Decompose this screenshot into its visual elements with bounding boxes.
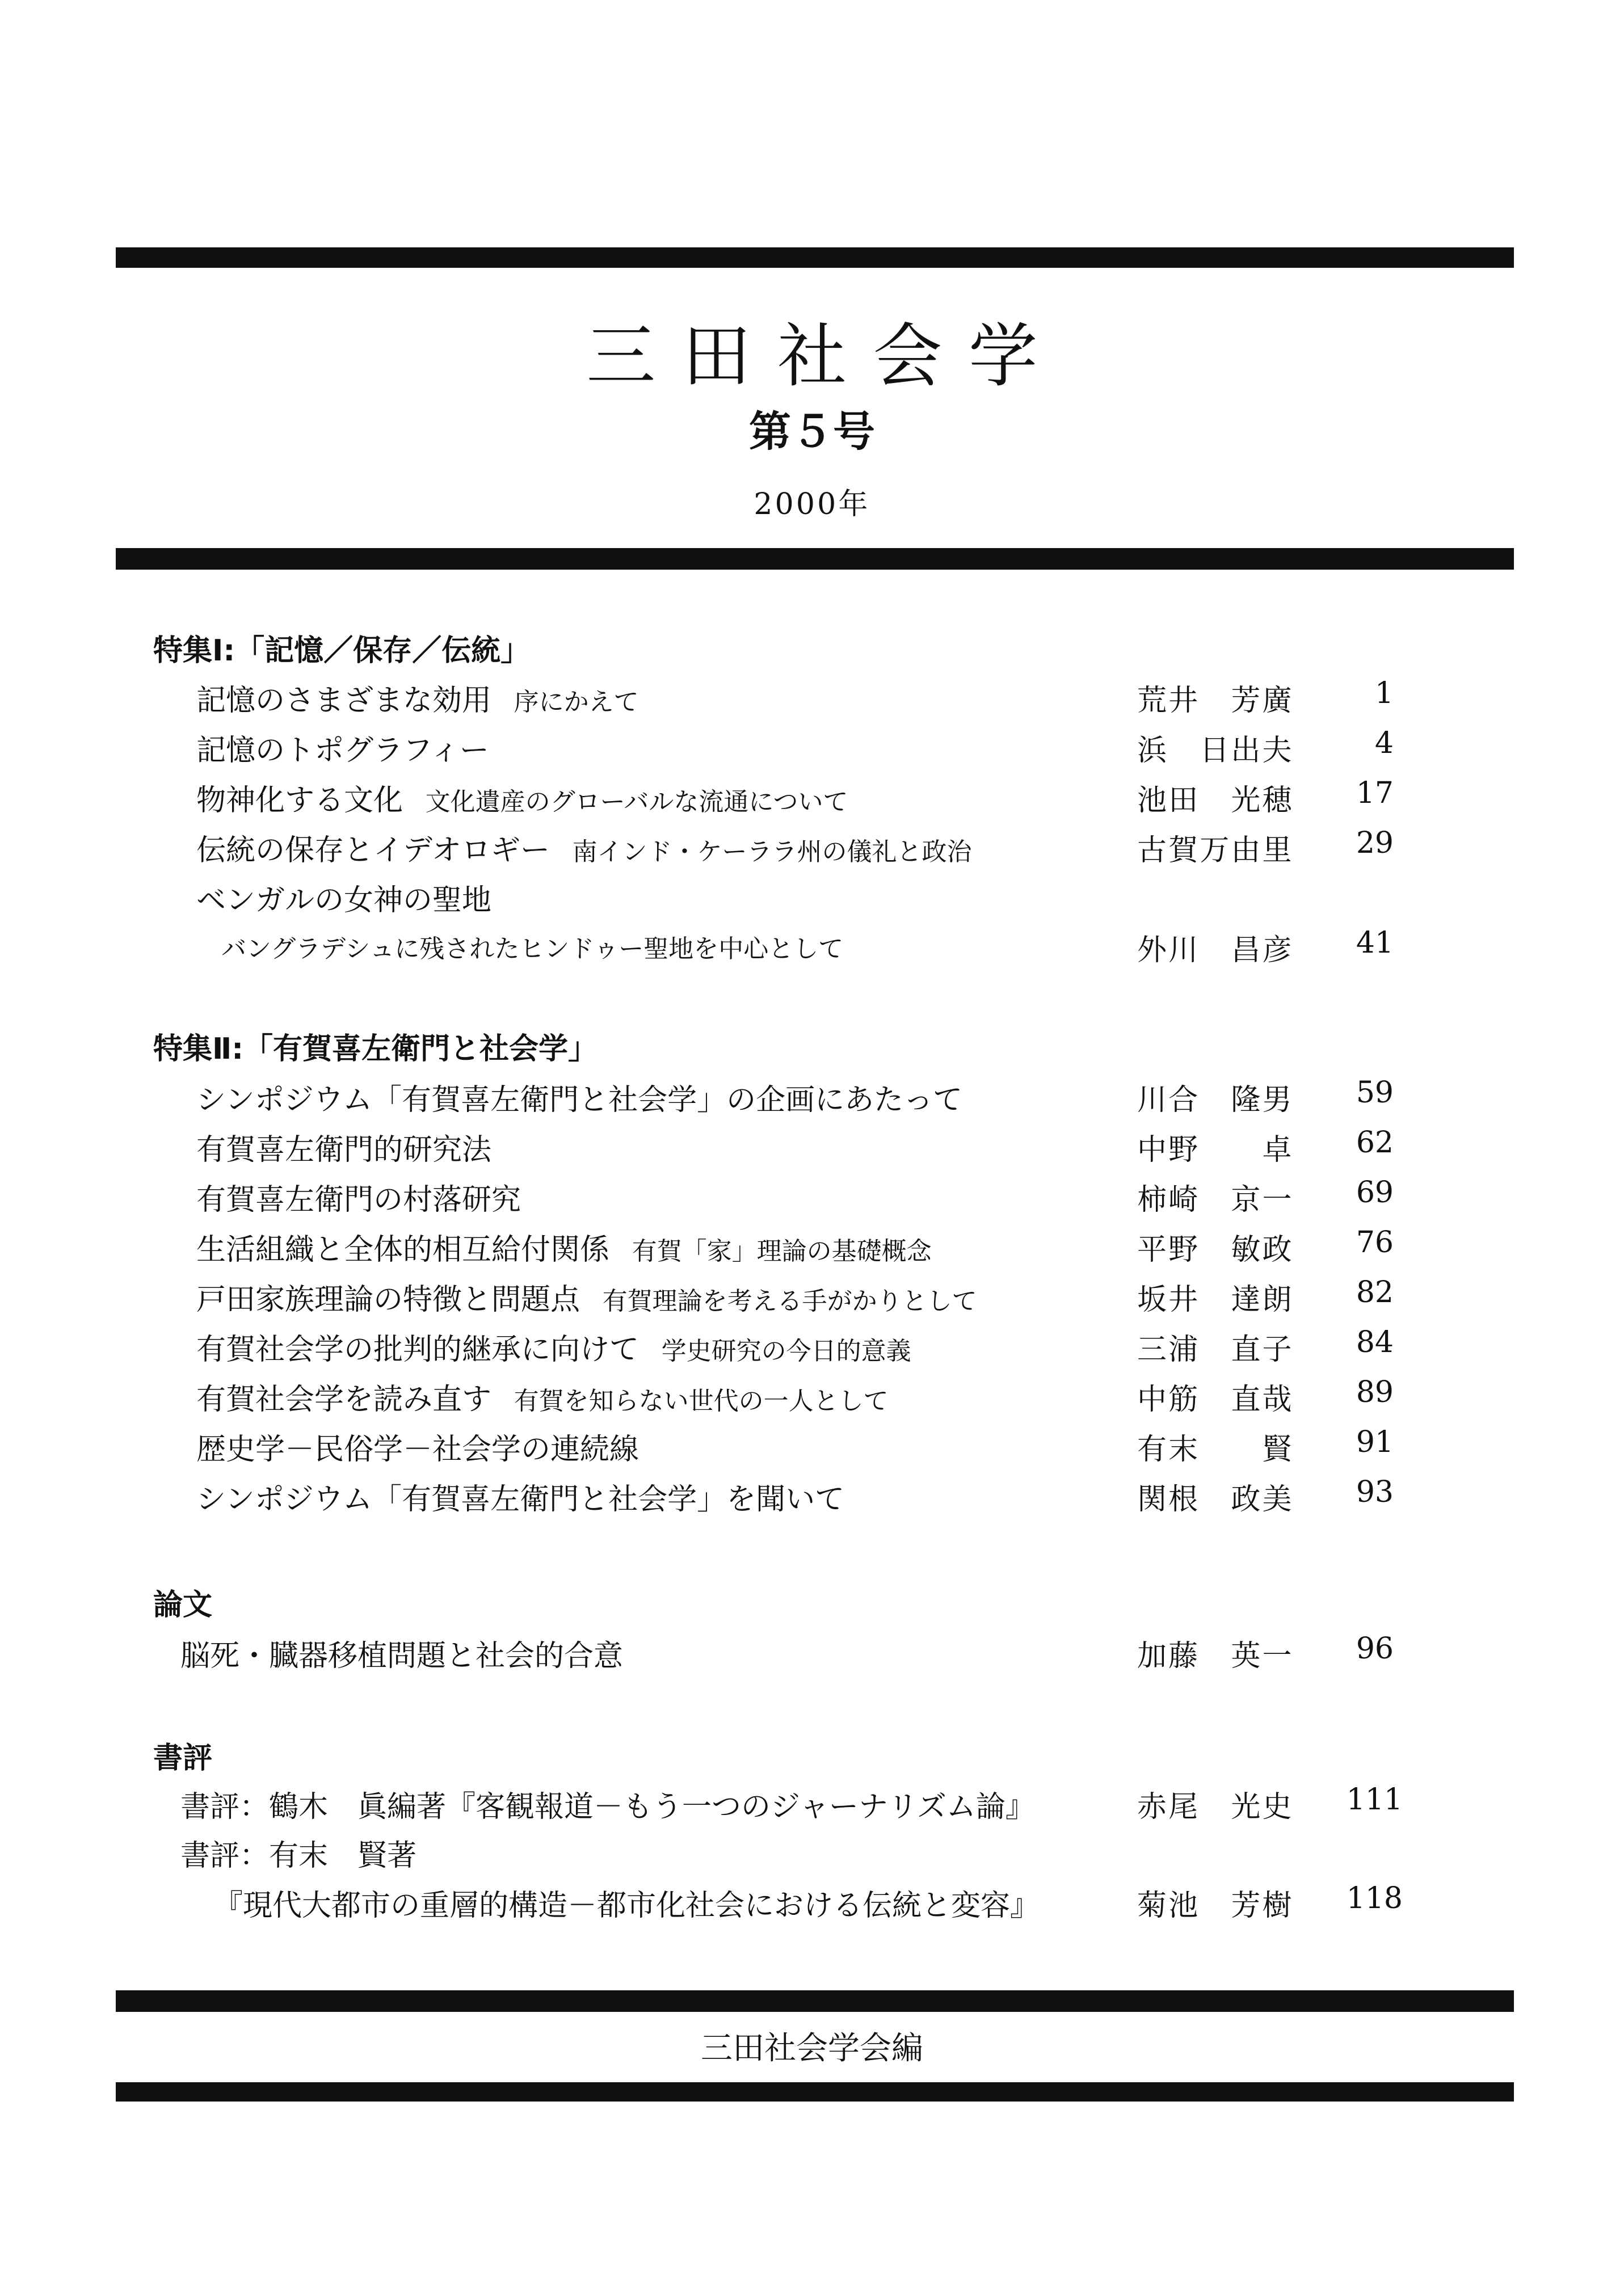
entry-author: 柿崎 京一: [1137, 1183, 1294, 1217]
entry-page: 29: [1356, 826, 1394, 860]
entry-author: 中筋 直哉: [1137, 1383, 1294, 1417]
toc-entry[interactable]: [196, 1275, 977, 1318]
toc-entry[interactable]: [196, 1176, 521, 1218]
entry-page: 4: [1374, 726, 1394, 760]
entry-title: 書評：有末 賢著: [180, 1839, 417, 1873]
entry-page: 41: [1356, 926, 1394, 960]
entry-title: 記憶のさまざまな効用: [196, 684, 492, 718]
entry-author: 加藤 英一: [1137, 1639, 1294, 1673]
toc-entry[interactable]: [196, 676, 639, 719]
entry-page: 82: [1356, 1275, 1394, 1309]
entry-page: 84: [1356, 1325, 1394, 1359]
entry-page: 91: [1356, 1425, 1394, 1459]
entry-title: 有賀喜左衛門的研究法: [196, 1133, 492, 1167]
toc-entry[interactable]: [213, 1881, 1040, 1924]
entry-page: 62: [1356, 1126, 1394, 1160]
toc-entry[interactable]: [196, 1375, 889, 1418]
entry-title: 有賀社会学の批判的継承に向けて: [196, 1333, 639, 1367]
entry-title: 『現代大都市の重層的構造－都市化社会における伝統と変容』: [213, 1889, 1040, 1923]
entry-author: 関根 政美: [1137, 1483, 1294, 1517]
entry-subtitle: 文化遺産のグローバルな流通について: [425, 788, 848, 816]
entry-title: 脳死・臓器移植問題と社会的合意: [180, 1639, 624, 1673]
entry-subtitle: 学史研究の今日的意義: [661, 1337, 911, 1366]
publisher-name: 三田社会学会編: [701, 2030, 923, 2067]
section-heading-reviews: 書評: [153, 1741, 213, 1775]
entry-title: 書評：鶴木 眞編著『客観報道－もう一つのジャーナリズム論』: [180, 1790, 1035, 1824]
entry-title: シンポジウム「有賀喜左衛門と社会学」の企画にあたって: [196, 1083, 963, 1117]
entry-title: 有賀喜左衛門の村落研究: [196, 1183, 521, 1217]
toc-entry[interactable]: [180, 1783, 1035, 1825]
entry-page: 17: [1356, 776, 1394, 810]
toc-entry[interactable]: [196, 1325, 911, 1368]
entry-page: 1: [1374, 676, 1394, 710]
toc-entry[interactable]: [196, 826, 972, 869]
entry-title: 有賀社会学を読み直す: [196, 1383, 492, 1417]
entry-author: 外川 昌彦: [1137, 933, 1294, 967]
entry-author: 三浦 直子: [1137, 1333, 1294, 1367]
entry-author: 赤尾 光史: [1137, 1790, 1294, 1824]
entry-page: 69: [1356, 1176, 1394, 1210]
entry-subtitle: 有賀理論を考える手がかりとして: [602, 1287, 977, 1316]
toc-entry[interactable]: [196, 726, 489, 769]
entry-page: 93: [1356, 1475, 1394, 1509]
toc-entry[interactable]: [196, 1076, 962, 1118]
entry-page: 59: [1356, 1076, 1394, 1110]
entry-title: 歴史学－民俗学－社会学の連続線: [196, 1433, 639, 1467]
entry-author: 川合 隆男: [1137, 1083, 1294, 1117]
footer-bottom-rule: [116, 2082, 1514, 2102]
footer-top-rule: [116, 1990, 1514, 2012]
entry-subtitle: 序にかえて: [514, 688, 639, 717]
entry-page: 111: [1346, 1783, 1403, 1817]
journal-title: 三田社会学: [586, 316, 1065, 397]
entry-author: 坂井 達朗: [1137, 1283, 1294, 1317]
toc-entry[interactable]: [180, 1632, 623, 1674]
entry-title: 生活組織と全体的相互給付関係: [196, 1233, 610, 1267]
entry-page: 89: [1356, 1375, 1394, 1409]
entry-page: 118: [1346, 1881, 1403, 1915]
entry-title: ベンガルの女神の聖地: [196, 883, 492, 917]
entry-author: 有末 賢: [1137, 1433, 1294, 1467]
entry-subtitle: 有賀を知らない世代の一人として: [514, 1387, 889, 1416]
toc-entry[interactable]: [180, 1831, 416, 1874]
entry-author: 古賀万由里: [1137, 833, 1294, 868]
entry-author: 中野 卓: [1137, 1133, 1294, 1167]
toc-entry-subtitle-line: [221, 928, 843, 965]
issue-year: 2000年: [754, 487, 870, 521]
entry-author: 荒井 芳廣: [1137, 684, 1294, 718]
entry-author: 平野 敏政: [1137, 1233, 1294, 1267]
toc-entry[interactable]: [196, 1425, 639, 1468]
entry-author: 浜 日出夫: [1137, 734, 1294, 768]
section-heading-feature-2: 特集Ⅱ:「有賀喜左衛門と社会学」: [153, 1032, 598, 1066]
entry-author: 池田 光穂: [1137, 784, 1294, 818]
toc-entry[interactable]: [196, 1226, 932, 1268]
toc-entry[interactable]: [196, 876, 491, 919]
entry-subtitle: 有賀「家」理論の基礎概念: [632, 1237, 932, 1266]
issue-number: 第５号: [749, 407, 875, 456]
toc-entry[interactable]: [196, 1475, 844, 1518]
entry-subtitle: バングラデシュに残されたヒンドゥー聖地を中心として: [221, 934, 844, 963]
entry-title: 伝統の保存とイデオロギー: [196, 833, 550, 868]
toc-entry[interactable]: [196, 776, 848, 819]
entry-title: 物神化する文化: [196, 784, 403, 818]
entry-title: シンポジウム「有賀喜左衛門と社会学」を聞いて: [196, 1483, 845, 1517]
entry-subtitle: 南インド・ケーララ州の儀礼と政治: [572, 837, 972, 866]
entry-page: 96: [1356, 1632, 1394, 1666]
entry-page: 76: [1356, 1226, 1394, 1260]
section-heading-feature-1: 特集Ⅰ:「記憶／保存／伝統」: [153, 634, 531, 668]
entry-title: 記憶のトポグラフィー: [196, 734, 489, 768]
entry-title: 戸田家族理論の特徴と問題点: [196, 1283, 580, 1317]
section-heading-papers: 論文: [153, 1588, 213, 1622]
toc-entry[interactable]: [196, 1126, 491, 1168]
entry-author: 菊池 芳樹: [1137, 1889, 1294, 1923]
